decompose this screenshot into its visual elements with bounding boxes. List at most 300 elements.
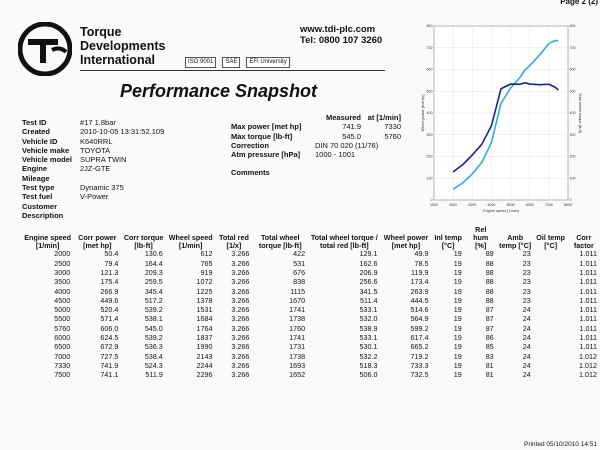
table-cell: 19 [453, 286, 462, 296]
table-cell: 24 [522, 342, 531, 352]
y-left-tick-label: 600 [426, 67, 433, 72]
table-cell: 741.1 [100, 370, 119, 380]
table-cell: 1652 [289, 370, 306, 380]
table-cell: 1760 [289, 323, 306, 333]
measured-row [231, 141, 441, 150]
table-cell: 85 [485, 342, 494, 352]
table-cell: 129.1 [359, 249, 378, 259]
table-cell: 3.266 [231, 295, 250, 305]
table-cell: 1.011 [579, 277, 597, 287]
y-right-tick-label: 100 [569, 176, 576, 181]
table-cell: 1990 [196, 342, 213, 352]
table-cell: 532.2 [359, 351, 378, 361]
table-cell [534, 287, 568, 296]
table-cell: 1731 [289, 342, 306, 352]
column-header: Amb temp [°C] [499, 232, 532, 250]
measured-label: Max power [met hp] [231, 122, 302, 132]
table-cell: 511.4 [360, 295, 378, 305]
company-line-3: International [80, 53, 156, 67]
table-cell: 256.6 [359, 277, 378, 287]
table-cell: 617.4 [410, 333, 429, 343]
info-row [22, 174, 200, 183]
table-cell: 2143 [196, 351, 213, 361]
table-cell: 81 [485, 360, 494, 370]
table-cell: 24 [522, 360, 531, 370]
table-cell: 341.5 [359, 286, 378, 296]
info-label: Vehicle ID [22, 136, 58, 146]
table-cell: 506.0 [359, 370, 378, 380]
table-row [22, 370, 600, 379]
header-divider [80, 70, 385, 71]
table-cell: 263.9 [410, 286, 429, 296]
table-cell: 79.4 [104, 258, 119, 268]
table-cell: 741.9 [100, 360, 119, 370]
table-cell: 518.3 [359, 360, 378, 370]
table-row [22, 324, 600, 333]
table-cell: 3500 [54, 277, 71, 287]
x-tick-label: 4000 [487, 203, 496, 207]
measured-value: DIN 70 020 (11/76) [315, 140, 379, 150]
table-cell: 511.9 [145, 370, 163, 380]
x-tick-label: 7000 [544, 203, 553, 207]
info-value: #17 1.8bar [80, 118, 116, 127]
table-cell [534, 268, 568, 277]
table-cell: 50.4 [104, 249, 119, 259]
table-cell: 173.4 [410, 277, 429, 287]
measured-label: Correction [231, 140, 269, 150]
measured-row [231, 132, 441, 141]
tdi-logo-icon [18, 22, 72, 76]
column-header: Engine speed [1/min] [24, 232, 71, 250]
info-label: Customer [22, 201, 58, 211]
info-row [22, 137, 200, 146]
table-cell: 530.1 [359, 342, 378, 352]
table-cell: 838 [293, 277, 306, 287]
info-value: V-Power [80, 192, 109, 202]
table-cell: 676 [293, 267, 306, 277]
info-value: 2JZ-GTE [80, 164, 111, 174]
info-value: K640RRL [80, 136, 113, 146]
table-cell: 1115 [290, 286, 306, 296]
y-left-tick-label: 400 [426, 111, 433, 116]
y-left-tick-label: 500 [426, 89, 433, 94]
table-row [22, 361, 600, 370]
table-cell: 1.011 [579, 249, 597, 259]
company-url: www.tdi-plc.com [300, 24, 376, 35]
table-row [22, 268, 600, 277]
table-cell: 81 [485, 370, 494, 380]
table-cell: 3.266 [231, 333, 250, 343]
info-value: SUPRA TWIN [80, 155, 127, 165]
table-cell: 532.0 [359, 314, 378, 324]
table-cell: 2244 [196, 360, 213, 370]
table-cell: 517.2 [144, 295, 163, 305]
comments-label: Comments [231, 168, 270, 177]
measured-value: 1000 - 1001 [315, 150, 356, 160]
x-tick-label: 1000 [430, 203, 438, 207]
table-cell: 7500 [54, 370, 71, 380]
table-cell: 24 [522, 370, 531, 380]
y-right-axis-label: Total wheel torque [lb-ft] [578, 92, 582, 134]
table-cell: 209.3 [144, 267, 163, 277]
y-right-tick-label: 300 [569, 132, 576, 137]
table-cell: 3.266 [231, 277, 250, 287]
info-row [22, 118, 200, 127]
table-cell: 88 [485, 286, 494, 296]
table-cell: 19 [453, 305, 462, 315]
table-cell: 88 [485, 277, 494, 287]
y-left-tick-label: 100 [426, 176, 433, 181]
table-cell: 2500 [54, 258, 71, 268]
table-cell: 162.6 [359, 258, 378, 268]
info-row [22, 183, 200, 192]
cert-logo: SAE [222, 57, 240, 68]
x-tick-label: 6000 [525, 203, 534, 207]
measured-summary [231, 113, 441, 159]
table-cell: 1741 [289, 305, 306, 315]
column-header: Total red [1/x] [219, 232, 249, 250]
table-cell: 624.5 [100, 333, 119, 343]
info-value: TOYOTA [80, 145, 111, 155]
table-cell: 1.011 [579, 342, 597, 352]
table-cell: 3.266 [231, 351, 250, 361]
table-cell: 86 [485, 333, 494, 343]
table-cell: 130.6 [144, 249, 163, 259]
table-cell: 1072 [196, 277, 213, 287]
table-cell: 4500 [54, 295, 71, 305]
cert-logo: EFI University [246, 57, 289, 68]
table-cell: 7000 [54, 351, 71, 361]
column-header: Corr factor [573, 232, 594, 250]
table-cell: 3.266 [231, 286, 250, 296]
table-cell: 3.266 [231, 323, 250, 333]
table-cell: 1.011 [579, 295, 597, 305]
table-cell [534, 352, 568, 361]
table-cell: 533.1 [359, 305, 378, 315]
column-header: Corr power [met hp] [78, 232, 117, 250]
table-cell: 19 [453, 295, 462, 305]
table-cell: 1.012 [579, 370, 597, 380]
y-left-tick-label: 0 [430, 198, 433, 203]
table-cell: 919 [200, 267, 213, 277]
table-cell: 19 [453, 342, 462, 352]
company-line-1: Torque [80, 25, 122, 39]
x-tick-label: 5000 [506, 203, 515, 207]
info-value [80, 211, 200, 220]
column-header: Total wheel torque [lb-ft] [258, 232, 302, 250]
table-cell: 571.4 [100, 314, 119, 324]
column-header: Corr torque [lb-ft] [123, 232, 164, 250]
table-cell: 733.3 [410, 360, 429, 370]
table-row [22, 296, 600, 305]
info-label: Vehicle model [22, 155, 73, 165]
table-cell: 514.6 [410, 305, 429, 315]
table-row [22, 314, 600, 323]
table-cell: 206.9 [359, 267, 378, 277]
cert-logo: ISO 9001 [185, 57, 216, 68]
table-cell: 19 [453, 314, 462, 324]
company-line-2: Developments [80, 39, 166, 53]
table-cell: 2000 [54, 249, 71, 259]
table-cell: 1.011 [579, 258, 597, 268]
table-cell: 88 [485, 267, 494, 277]
info-label: Mileage [22, 173, 50, 183]
table-cell: 24 [522, 314, 531, 324]
company-phone: Tel: 0800 107 3260 [300, 35, 383, 46]
y-left-tick-label: 200 [426, 154, 433, 159]
vehicle-info [22, 118, 200, 220]
table-cell: 1764 [196, 323, 213, 333]
y-left-axis-label: Wheel power [met hp] [421, 94, 425, 132]
table-cell: 564.9 [410, 314, 429, 324]
info-row [22, 164, 200, 173]
table-cell: 5760 [54, 323, 71, 333]
info-row [22, 127, 200, 136]
y-left-tick-label: 700 [426, 45, 433, 50]
table-cell: 1.011 [579, 286, 597, 296]
y-right-tick-label: 600 [569, 67, 576, 72]
y-left-tick-label: 800 [426, 24, 433, 29]
table-cell: 3.266 [231, 258, 250, 268]
measured-value: 741.9 [342, 122, 361, 132]
table-cell: 520.4 [100, 305, 119, 315]
info-value [80, 202, 200, 211]
table-cell: 19 [453, 277, 462, 287]
table-cell [534, 305, 568, 314]
table-cell: 1.011 [579, 305, 597, 315]
y-right-tick-label: 700 [569, 45, 576, 50]
x-axis-label: Engine speed [1/min] [483, 209, 519, 213]
table-cell: 87 [485, 305, 494, 315]
table-cell: 19 [453, 351, 462, 361]
table-cell: 6500 [54, 342, 71, 352]
results-table [22, 226, 600, 380]
info-label: Description [22, 210, 64, 220]
table-row [22, 259, 600, 268]
info-value: 2010-10-05 13:31:52.109 [80, 127, 165, 137]
table-cell: 612 [200, 249, 213, 259]
table-row [22, 249, 600, 258]
y-left-tick-label: 300 [426, 132, 433, 137]
table-cell: 23 [522, 295, 531, 305]
table-cell: 539.2 [144, 333, 163, 343]
table-cell: 3.266 [231, 370, 250, 380]
table-cell: 3000 [54, 267, 71, 277]
table-cell: 1738 [289, 351, 306, 361]
table-cell: 599.2 [410, 323, 429, 333]
measured-label: Atm pressure [hPa] [231, 150, 301, 160]
table-cell: 1.011 [579, 267, 597, 277]
table-cell: 732.5 [410, 370, 429, 380]
table-cell: 19 [453, 323, 462, 333]
table-cell: 259.5 [144, 277, 163, 287]
table-cell: 266.9 [100, 286, 119, 296]
table-cell: 545.0 [144, 323, 163, 333]
table-cell: 449.6 [100, 295, 119, 305]
table-cell: 1.012 [579, 360, 597, 370]
table-cell: 1.011 [579, 314, 597, 324]
table-cell: 1.011 [579, 333, 597, 343]
table-cell: 538.1 [144, 314, 163, 324]
table-cell: 3.266 [231, 249, 250, 259]
table-cell: 2296 [196, 370, 213, 380]
table-cell: 87 [485, 323, 494, 333]
measured-row [231, 122, 441, 131]
table-cell: 538.9 [359, 323, 378, 333]
info-label: Test fuel [22, 192, 53, 202]
info-label: Test type [22, 183, 55, 193]
y-right-tick-label: 200 [569, 154, 576, 159]
info-label: Engine [22, 164, 48, 174]
table-cell: 524.3 [144, 360, 163, 370]
table-cell: 1.012 [579, 351, 597, 361]
table-cell: 19 [453, 333, 462, 343]
table-cell: 444.5 [410, 295, 429, 305]
table-cell: 19 [453, 258, 462, 268]
table-cell: 1531 [196, 305, 213, 315]
y-right-tick-label: 400 [569, 111, 576, 116]
table-cell: 1684 [196, 314, 213, 324]
at-header: at [1/min] [367, 113, 401, 122]
table-cell [534, 361, 568, 370]
column-header: Total wheel torque / total red [lb-ft] [310, 232, 378, 250]
x-tick-label: 8000 [564, 203, 572, 207]
table-cell: 1837 [196, 333, 213, 343]
info-row [22, 202, 200, 211]
measured-header: Measured [325, 113, 361, 122]
info-label: Created [22, 127, 50, 137]
column-header: Wheel speed [1/min] [168, 232, 213, 250]
table-cell: 665.2 [410, 342, 429, 352]
table-cell: 4000 [54, 286, 71, 296]
table-cell: 88 [485, 258, 494, 268]
info-row [22, 155, 200, 164]
y-right-tick-label: 0 [569, 198, 572, 203]
table-row [22, 287, 600, 296]
table-cell: 23 [522, 277, 531, 287]
table-cell [534, 333, 568, 342]
table-cell: 1693 [289, 360, 306, 370]
power-torque-chart [420, 18, 582, 216]
table-cell: 536.3 [144, 342, 163, 352]
table-cell [534, 277, 568, 286]
table-cell: 672.9 [100, 342, 119, 352]
table-cell: 727.5 [100, 351, 119, 361]
table-cell: 23 [522, 267, 531, 277]
table-cell: 765 [200, 258, 213, 268]
column-header: Oil temp [°C] [536, 232, 566, 250]
table-cell: 19 [453, 360, 462, 370]
table-cell: 422 [293, 249, 306, 259]
measured-label: Max torque [lb-ft] [231, 131, 293, 141]
table-cell: 1225 [196, 286, 213, 296]
x-tick-label: 3000 [468, 203, 477, 207]
column-header: Rel hum [%] [473, 225, 489, 250]
table-cell: 606.0 [100, 323, 119, 333]
table-cell: 1670 [289, 295, 306, 305]
table-cell [534, 249, 568, 258]
table-cell: 345.4 [144, 286, 163, 296]
table-cell: 7330 [54, 360, 71, 370]
y-right-tick-label: 500 [569, 89, 576, 94]
table-cell: 24 [522, 333, 531, 343]
table-cell: 533.1 [359, 333, 378, 343]
table-cell: 3.266 [231, 360, 250, 370]
table-cell: 83 [485, 351, 494, 361]
table-row [22, 333, 600, 342]
info-value: Dynamic 375 [80, 183, 124, 193]
table-cell: 531 [293, 258, 306, 268]
table-cell: 1.011 [579, 323, 597, 333]
table-cell: 19 [453, 249, 462, 259]
column-header: Inl temp [°C] [434, 232, 462, 250]
table-cell: 1738 [289, 314, 306, 324]
table-cell: 3.266 [231, 267, 250, 277]
table-cell: 539.2 [144, 305, 163, 315]
table-cell: 1378 [196, 295, 213, 305]
table-cell: 3.266 [231, 305, 250, 315]
measured-at: 5760 [384, 131, 401, 141]
table-cell: 6000 [54, 333, 71, 343]
table-cell: 3.266 [231, 314, 250, 324]
info-row [22, 146, 200, 155]
info-label: Vehicle make [22, 145, 70, 155]
table-cell: 87 [485, 314, 494, 324]
table-cell: 23 [522, 258, 531, 268]
table-cell: 121.3 [100, 267, 119, 277]
table-cell: 538.4 [144, 351, 163, 361]
table-cell: 3.266 [231, 342, 250, 352]
table-cell: 24 [522, 305, 531, 315]
company-name [80, 25, 165, 67]
contact-block [300, 24, 382, 46]
measured-row [231, 150, 441, 159]
page-number: Page 2 (2) [560, 0, 598, 6]
table-row [22, 352, 600, 361]
table-cell: 89 [485, 249, 494, 259]
info-row [22, 211, 200, 220]
y-right-tick-label: 800 [569, 24, 576, 29]
column-header: Wheel power [met hp] [383, 232, 429, 250]
table-cell [534, 259, 568, 268]
table-cell: 19 [453, 370, 462, 380]
table-row [22, 305, 600, 314]
table-cell: 19 [453, 267, 462, 277]
table-cell [534, 296, 568, 305]
table-cell [534, 370, 568, 379]
table-cell [534, 342, 568, 351]
x-tick-label: 2000 [449, 203, 458, 207]
table-cell: 23 [522, 286, 531, 296]
measured-at: 7330 [384, 122, 401, 132]
table-row [22, 342, 600, 351]
table-cell: 49.9 [414, 249, 429, 259]
table-cell: 719.2 [410, 351, 429, 361]
info-row [22, 192, 200, 201]
info-value [80, 174, 200, 183]
table-cell: 24 [522, 323, 531, 333]
table-cell: 78.5 [414, 258, 429, 268]
measured-value: 545.0 [342, 131, 361, 141]
page-title: Performance Snapshot [120, 81, 318, 101]
table-cell: 164.4 [144, 258, 163, 268]
table-cell [534, 314, 568, 323]
table-cell: 23 [522, 249, 531, 259]
certification-logos [185, 56, 385, 68]
table-cell: 88 [485, 295, 494, 305]
table-cell: 5500 [54, 314, 71, 324]
table-cell: 175.4 [100, 277, 119, 287]
